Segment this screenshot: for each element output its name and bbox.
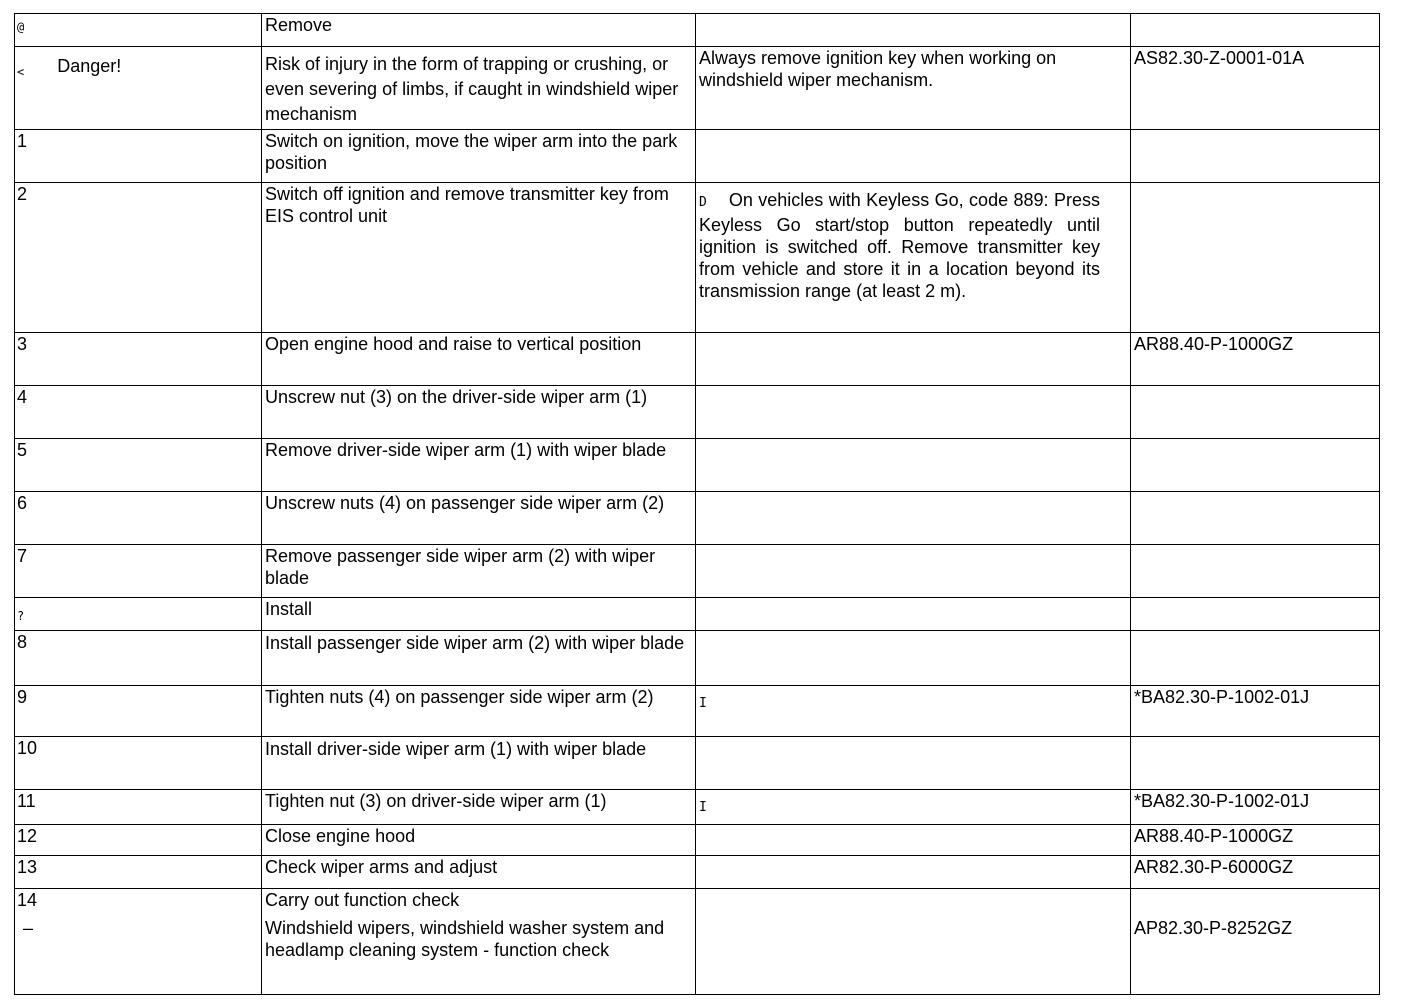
action-cell: Install driver-side wiper arm (1) with wiper blade bbox=[262, 737, 696, 790]
ref-cell: AR88.40-P-1000GZ bbox=[1131, 333, 1380, 386]
action-cell: Install passenger side wiper arm (2) with wiper blade bbox=[262, 631, 696, 686]
action-cell: Tighten nut (3) on driver-side wiper arm (1) bbox=[262, 790, 696, 825]
ref-cell bbox=[1131, 439, 1380, 492]
action-cell: Unscrew nuts (4) on passenger side wiper arm (2) bbox=[262, 492, 696, 545]
ref-cell bbox=[1131, 183, 1380, 333]
step-cell: 1 bbox=[15, 130, 262, 183]
step-cell: 10 bbox=[15, 737, 262, 790]
remove-symbol: @ bbox=[17, 20, 25, 34]
ref-cell: AS82.30-Z-0001-01A bbox=[1131, 47, 1380, 130]
table-row bbox=[15, 545, 1380, 598]
action-cell: Risk of injury in the form of trapping or crushing, or even severing of limbs, if caught in windshield wiper mechanism bbox=[262, 47, 696, 130]
procedure-table bbox=[14, 13, 1380, 995]
table-row bbox=[15, 333, 1380, 386]
sub-step-dash: – bbox=[23, 918, 34, 938]
torque-symbol: I bbox=[699, 800, 707, 815]
ref-cell bbox=[1131, 631, 1380, 686]
table-row bbox=[15, 439, 1380, 492]
step-cell bbox=[15, 889, 262, 995]
note-cell bbox=[696, 14, 1131, 47]
note-cell bbox=[696, 889, 1131, 995]
action-cell: Switch on ignition, move the wiper arm into the park position bbox=[262, 130, 696, 183]
table-row bbox=[15, 598, 1380, 631]
action-subtext: Windshield wipers, windshield washer system and headlamp cleaning system - function check bbox=[265, 918, 665, 960]
table-row bbox=[15, 631, 1380, 686]
ref-cell bbox=[1131, 386, 1380, 439]
note-cell bbox=[696, 439, 1131, 492]
table-row bbox=[15, 889, 1380, 995]
note-cell bbox=[696, 790, 1131, 825]
ref-cell: *BA82.30-P-1002-01J bbox=[1131, 686, 1380, 737]
note-cell bbox=[696, 686, 1131, 737]
note-cell bbox=[696, 386, 1131, 439]
action-text: Carry out function check bbox=[265, 890, 460, 910]
step-cell: 7 bbox=[15, 545, 262, 598]
action-cell: Remove passenger side wiper arm (2) with wiper blade bbox=[262, 545, 696, 598]
danger-symbol: < bbox=[17, 65, 25, 79]
ref-cell: AR82.30-P-6000GZ bbox=[1131, 856, 1380, 889]
danger-label: Danger! bbox=[57, 56, 122, 76]
ref-cell bbox=[1131, 130, 1380, 183]
note-cell bbox=[696, 856, 1131, 889]
action-cell: Unscrew nut (3) on the driver-side wiper arm (1) bbox=[262, 386, 696, 439]
table-row bbox=[15, 183, 1380, 333]
ref-cell bbox=[1131, 598, 1380, 631]
table-row bbox=[15, 386, 1380, 439]
ref-cell: AR88.40-P-1000GZ bbox=[1131, 825, 1380, 856]
table-row bbox=[15, 825, 1380, 856]
note-cell bbox=[696, 130, 1131, 183]
note-cell bbox=[696, 631, 1131, 686]
step-cell bbox=[15, 14, 262, 47]
torque-symbol: I bbox=[699, 696, 707, 711]
table-row bbox=[15, 14, 1380, 47]
note-symbol: D bbox=[699, 195, 707, 210]
note-cell bbox=[696, 545, 1131, 598]
step-number: 14 bbox=[17, 890, 38, 910]
step-cell bbox=[15, 47, 262, 130]
step-cell: 3 bbox=[15, 333, 262, 386]
step-cell: 11 bbox=[15, 790, 262, 825]
keyless-go-note: On vehicles with Keyless Go, code 889: Press Keyless Go start/stop button repeatedly until ignition is switched off. Remove transmitter key from vehicle and store it in a location beyond its transmission range (at least 2 m). bbox=[699, 190, 1100, 301]
install-symbol: ? bbox=[17, 609, 25, 623]
action-cell: Remove driver-side wiper arm (1) with wiper blade bbox=[262, 439, 696, 492]
table-row bbox=[15, 47, 1380, 130]
step-cell: 12 bbox=[15, 825, 262, 856]
ref-cell bbox=[1131, 14, 1380, 47]
table-row bbox=[15, 492, 1380, 545]
step-cell: 8 bbox=[15, 631, 262, 686]
table-row bbox=[15, 856, 1380, 889]
action-cell: Tighten nuts (4) on passenger side wiper arm (2) bbox=[262, 686, 696, 737]
table-row bbox=[15, 686, 1380, 737]
step-cell: 13 bbox=[15, 856, 262, 889]
note-cell bbox=[696, 737, 1131, 790]
step-cell: 4 bbox=[15, 386, 262, 439]
step-cell: 5 bbox=[15, 439, 262, 492]
ref-cell bbox=[1131, 492, 1380, 545]
ref-cell: AP82.30-P-8252GZ bbox=[1131, 889, 1380, 995]
action-cell: Check wiper arms and adjust bbox=[262, 856, 696, 889]
action-cell: Remove bbox=[262, 14, 696, 47]
step-cell: 6 bbox=[15, 492, 262, 545]
action-cell: Switch off ignition and remove transmitter key from EIS control unit bbox=[262, 183, 696, 333]
table-row bbox=[15, 737, 1380, 790]
note-cell: Always remove ignition key when working on windshield wiper mechanism. bbox=[696, 47, 1131, 130]
action-cell: Open engine hood and raise to vertical position bbox=[262, 333, 696, 386]
action-cell: Install bbox=[262, 598, 696, 631]
table-row bbox=[15, 790, 1380, 825]
action-cell bbox=[262, 889, 696, 995]
ref-cell: *BA82.30-P-1002-01J bbox=[1131, 790, 1380, 825]
ref-cell bbox=[1131, 545, 1380, 598]
table-row bbox=[15, 130, 1380, 183]
note-cell bbox=[696, 825, 1131, 856]
step-cell: 2 bbox=[15, 183, 262, 333]
step-cell bbox=[15, 598, 262, 631]
note-cell bbox=[696, 183, 1131, 333]
ref-cell bbox=[1131, 737, 1380, 790]
note-cell bbox=[696, 492, 1131, 545]
step-cell: 9 bbox=[15, 686, 262, 737]
action-cell: Close engine hood bbox=[262, 825, 696, 856]
note-cell bbox=[696, 598, 1131, 631]
note-cell bbox=[696, 333, 1131, 386]
